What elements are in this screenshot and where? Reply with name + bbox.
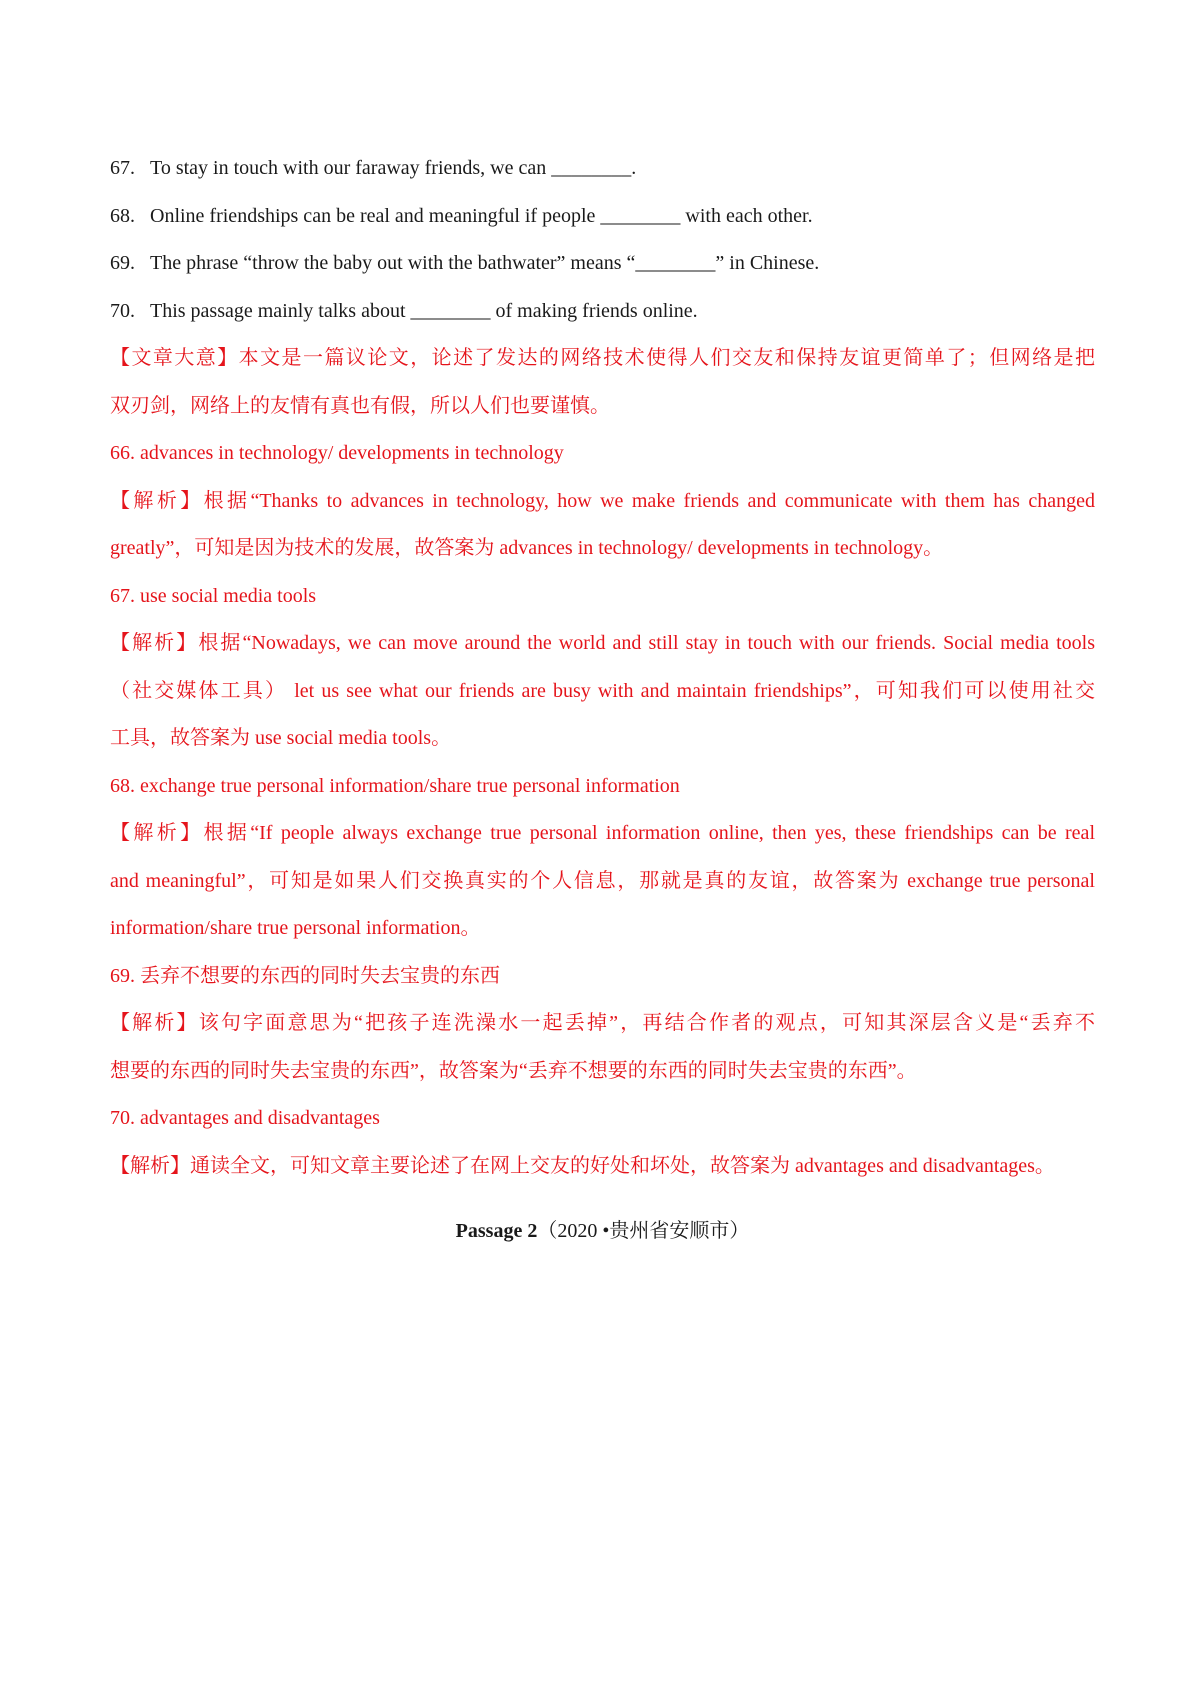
analysis-line: 工具，故答案为 use social media tools。 xyxy=(110,727,452,749)
article-summary xyxy=(110,335,1095,430)
answer-line: 66. advances in technology/ developments in technology xyxy=(110,442,564,464)
answer-line: 69. 丢弃不想要的东西的同时失去宝贵的东西 xyxy=(110,964,500,987)
analysis-line: 【解析】根据“Nowadays, we can move around the world and still stay in touch with our friends. Social media tools xyxy=(110,632,1095,654)
summary-line: 双刃剑，网络上的友情有真也有假，所以人们也要谨慎。 xyxy=(110,394,610,417)
question-text: This passage mainly talks about ________ of making friends online. xyxy=(150,299,698,322)
analysis-line: （社交媒体工具） let us see what our friends are busy with and maintain friendships”，可知我们可以使用社交 xyxy=(110,679,1095,702)
analysis-line: 【解析】根据“If people always exchange true personal information online, then yes, these friendships can be real xyxy=(110,822,1095,844)
question-67 xyxy=(110,145,1095,193)
analysis-line: 【解析】根据“Thanks to advances in technology, how we make friends and communicate with them has changed xyxy=(110,489,1095,512)
answer-line: 67. use social media tools xyxy=(110,584,317,607)
question-list xyxy=(110,145,1095,335)
analysis-line: 【解析】通读全文，可知文章主要论述了在网上交友的好处和坏处，故答案为 advantages and disadvantages。 xyxy=(110,1154,1055,1177)
question-number: 69. xyxy=(110,252,135,274)
analysis-line: and meaningful”，可知是如果人们交换真实的个人信息，那就是真的友谊，故答案为 exchange true personal xyxy=(110,869,1095,892)
analysis-line: greatly”，可知是因为技术的发展，故答案为 advances in technology/ developments in technology。 xyxy=(110,537,944,559)
question-68 xyxy=(110,193,1095,241)
document-body xyxy=(110,145,1095,1256)
question-text: To stay in touch with our faraway friends, we can ________. xyxy=(150,157,637,179)
passage-heading xyxy=(110,1208,1095,1256)
summary-line: 【文章大意】本文是一篇议论文，论述了发达的网络技术使得人们交友和保持友谊更简单了；但网络是把 xyxy=(110,347,1095,369)
question-69 xyxy=(110,240,1095,288)
question-70 xyxy=(110,288,1095,336)
answer-line: 68. exchange true personal information/share true personal information xyxy=(110,774,680,797)
passage-source: （2020 •贵州省安顺市） xyxy=(537,1220,750,1242)
question-text: Online friendships can be real and meaningful if people ________ with each other. xyxy=(150,204,813,227)
question-number: 70. xyxy=(110,299,135,322)
question-number: 68. xyxy=(110,204,135,227)
answer-block-67 xyxy=(110,573,1095,763)
analysis-line: 【解析】该句字面意思为“把孩子连洗澡水一起丢掉”，再结合作者的观点，可知其深层含义是“丢弃不 xyxy=(110,1012,1095,1034)
answer-block-68 xyxy=(110,763,1095,953)
analysis-line: 想要的东西的同时失去宝贵的东西”，故答案为“丢弃不想要的东西的同时失去宝贵的东西”。 xyxy=(110,1059,917,1082)
answer-line: 70. advantages and disadvantages xyxy=(110,1107,380,1129)
question-number: 67. xyxy=(110,157,135,179)
passage-title: Passage 2 xyxy=(455,1220,538,1242)
answer-block-69 xyxy=(110,953,1095,1096)
question-text: The phrase “throw the baby out with the bathwater” means “________” in Chinese. xyxy=(150,252,820,274)
analysis-line: information/share true personal information。 xyxy=(110,917,481,939)
answer-block-70 xyxy=(110,1095,1095,1190)
answer-block-66 xyxy=(110,430,1095,573)
